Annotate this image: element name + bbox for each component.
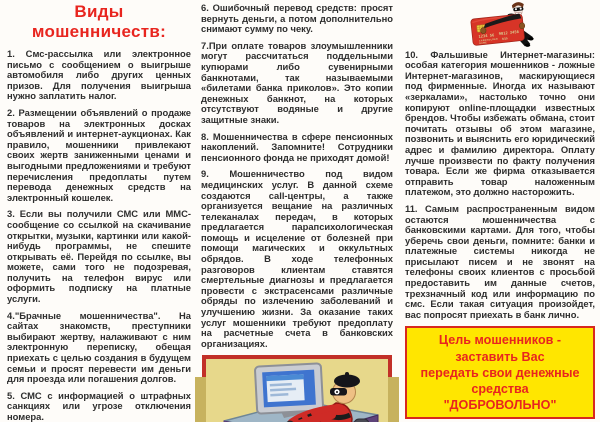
card-number-right: 9012 3456 — [498, 29, 520, 37]
hacker-at-computer-figure — [201, 355, 393, 422]
hacker-scene-frame — [202, 355, 392, 422]
card-holder-label: CARDHOLDER — [478, 38, 499, 43]
fraud-item-2: 2. Размещении объявлений о продаже товаров на электронных досках объявлений и интернет-аукционах. Как правило, мошенники привлекают своих жертв заниженными ценами и выгодными предложениями и требуют перечисления предоплаты путем перевода денежных средств на электронный кошелек. — [7, 106, 191, 203]
fraud-goal-line-1: Цель мошенников - заставить Вас — [438, 333, 562, 364]
card-number-left: 1234 56 — [478, 33, 495, 39]
fraud-item-6: 6. Ошибочный перевод средств: просят вернуть деньги, а потом дополнительно снимают сумму по чеку. — [201, 2, 393, 35]
middle-column — [196, 0, 398, 422]
right-column — [398, 0, 600, 422]
fraud-item-7: 7.При оплате товаров злоумышленники могут рассчитаться поддельными купюрами либо сувенирными банкнотами, так называемыми «билетами банка приколов». Это копии денежных банкнот, на которых отсутствуют водяные и другие защитные знаки. — [201, 39, 393, 125]
card-expiry: 6/15 — [501, 36, 508, 41]
fraud-goal-line-3: "ДОБРОВОЛЬНО" — [443, 397, 557, 412]
card-holder-name: NAME — [479, 42, 488, 45]
fraud-goal-line-2: передать свои денежные средства — [420, 365, 580, 396]
page-title: Виды мошенничеств: — [31, 2, 167, 41]
fraud-item-4: 4."Брачные мошенничества". На сайтах знакомств, преступники выбирают жертву, налаживают с ним электронную переписку, обещая приехать с целью создания в будущем семьи и просят перевести им деньги для проезда или погашения долгов. — [7, 309, 191, 385]
left-column — [0, 0, 196, 422]
fraud-item-5: 5. СМС с информацией о штрафных санкциях или угрозе отключения номера. — [7, 389, 191, 422]
thief-with-credit-card-illustration — [405, 0, 597, 48]
divider-bar-left — [195, 377, 206, 422]
fraud-item-10: 10. Фальшивые Интернет-магазины: особая категория мошенников - ложные Интернет-магазинов, маскирующиеся под фирменные. Иногда их называют «зеркалами», настолько точно они копируют online-площадки известных брендов. Чтобы избежать обмана, стоит почитать отзывы об этом магазине, позвонить и выяснить его юридический адрес и фамилию директора. Оплату лучше произвести по факту получения товара. Если же фирма отказывается отправить товар наложенным платежом, это должно насторожить. — [405, 48, 595, 198]
divider-bar-right — [388, 377, 399, 422]
fraud-item-3: 3. Если вы получили СМС или ММС-сообщение со ссылкой на скачивание открытки, музыки, картинки или какой-нибудь программы, не спешите открывать её. Перейдя по ссылке, вы можете, сами того не подозревая, получить на телефон вирус или оформить подписку на платные услуги. — [7, 208, 191, 305]
fraud-item-8: 8. Мошенничества в сфере пенсионных накоплений. Запомните! Сотрудники пенсионного фонда не приходят домой! — [201, 130, 393, 163]
fraud-item-11: 11. Самым распространенным видом остаются мошенничества с банковскими картами. Для того, чтобы уберечь свои деньги, помните: банки и платежные системы никогда не присылают писем и не звонят на телефоны своих клиентов с просьбой предоставить им данные счетов, трехзначный код или информацию по смс. Если такая ситуация произойдет, вас попросят приехать в банк лично. — [405, 202, 595, 320]
hacker-at-computer-illustration — [206, 359, 388, 422]
thief-head — [512, 2, 524, 15]
fraud-item-1: 1. Смс-рассылка или электронное письмо с сообщением о выигрыше автомобиля либо других ценных призов. Для получения выигрыша нужно заплатить налог. — [7, 48, 191, 102]
fraud-item-9: 9. Мошенничество под видом медицинских услуг. В данной схеме создаются call-центры, а также организуется вещание на различных телеканалах передач, в которых предлагается парапсихологическая помощь и исцеление от болезней при помощи магических и оккультных обрядов. В ходе телефонных разговоров клиентам ставятся смертельные диагнозы и предлагается провести с экстрасенсами различные обряды по излечению заболеваний и улучшению жизни. За оказание таких услуг мошенники требуют предоплату на расчетные счета в банковских организациях. — [201, 168, 393, 349]
fraud-goal-banner — [405, 326, 595, 419]
